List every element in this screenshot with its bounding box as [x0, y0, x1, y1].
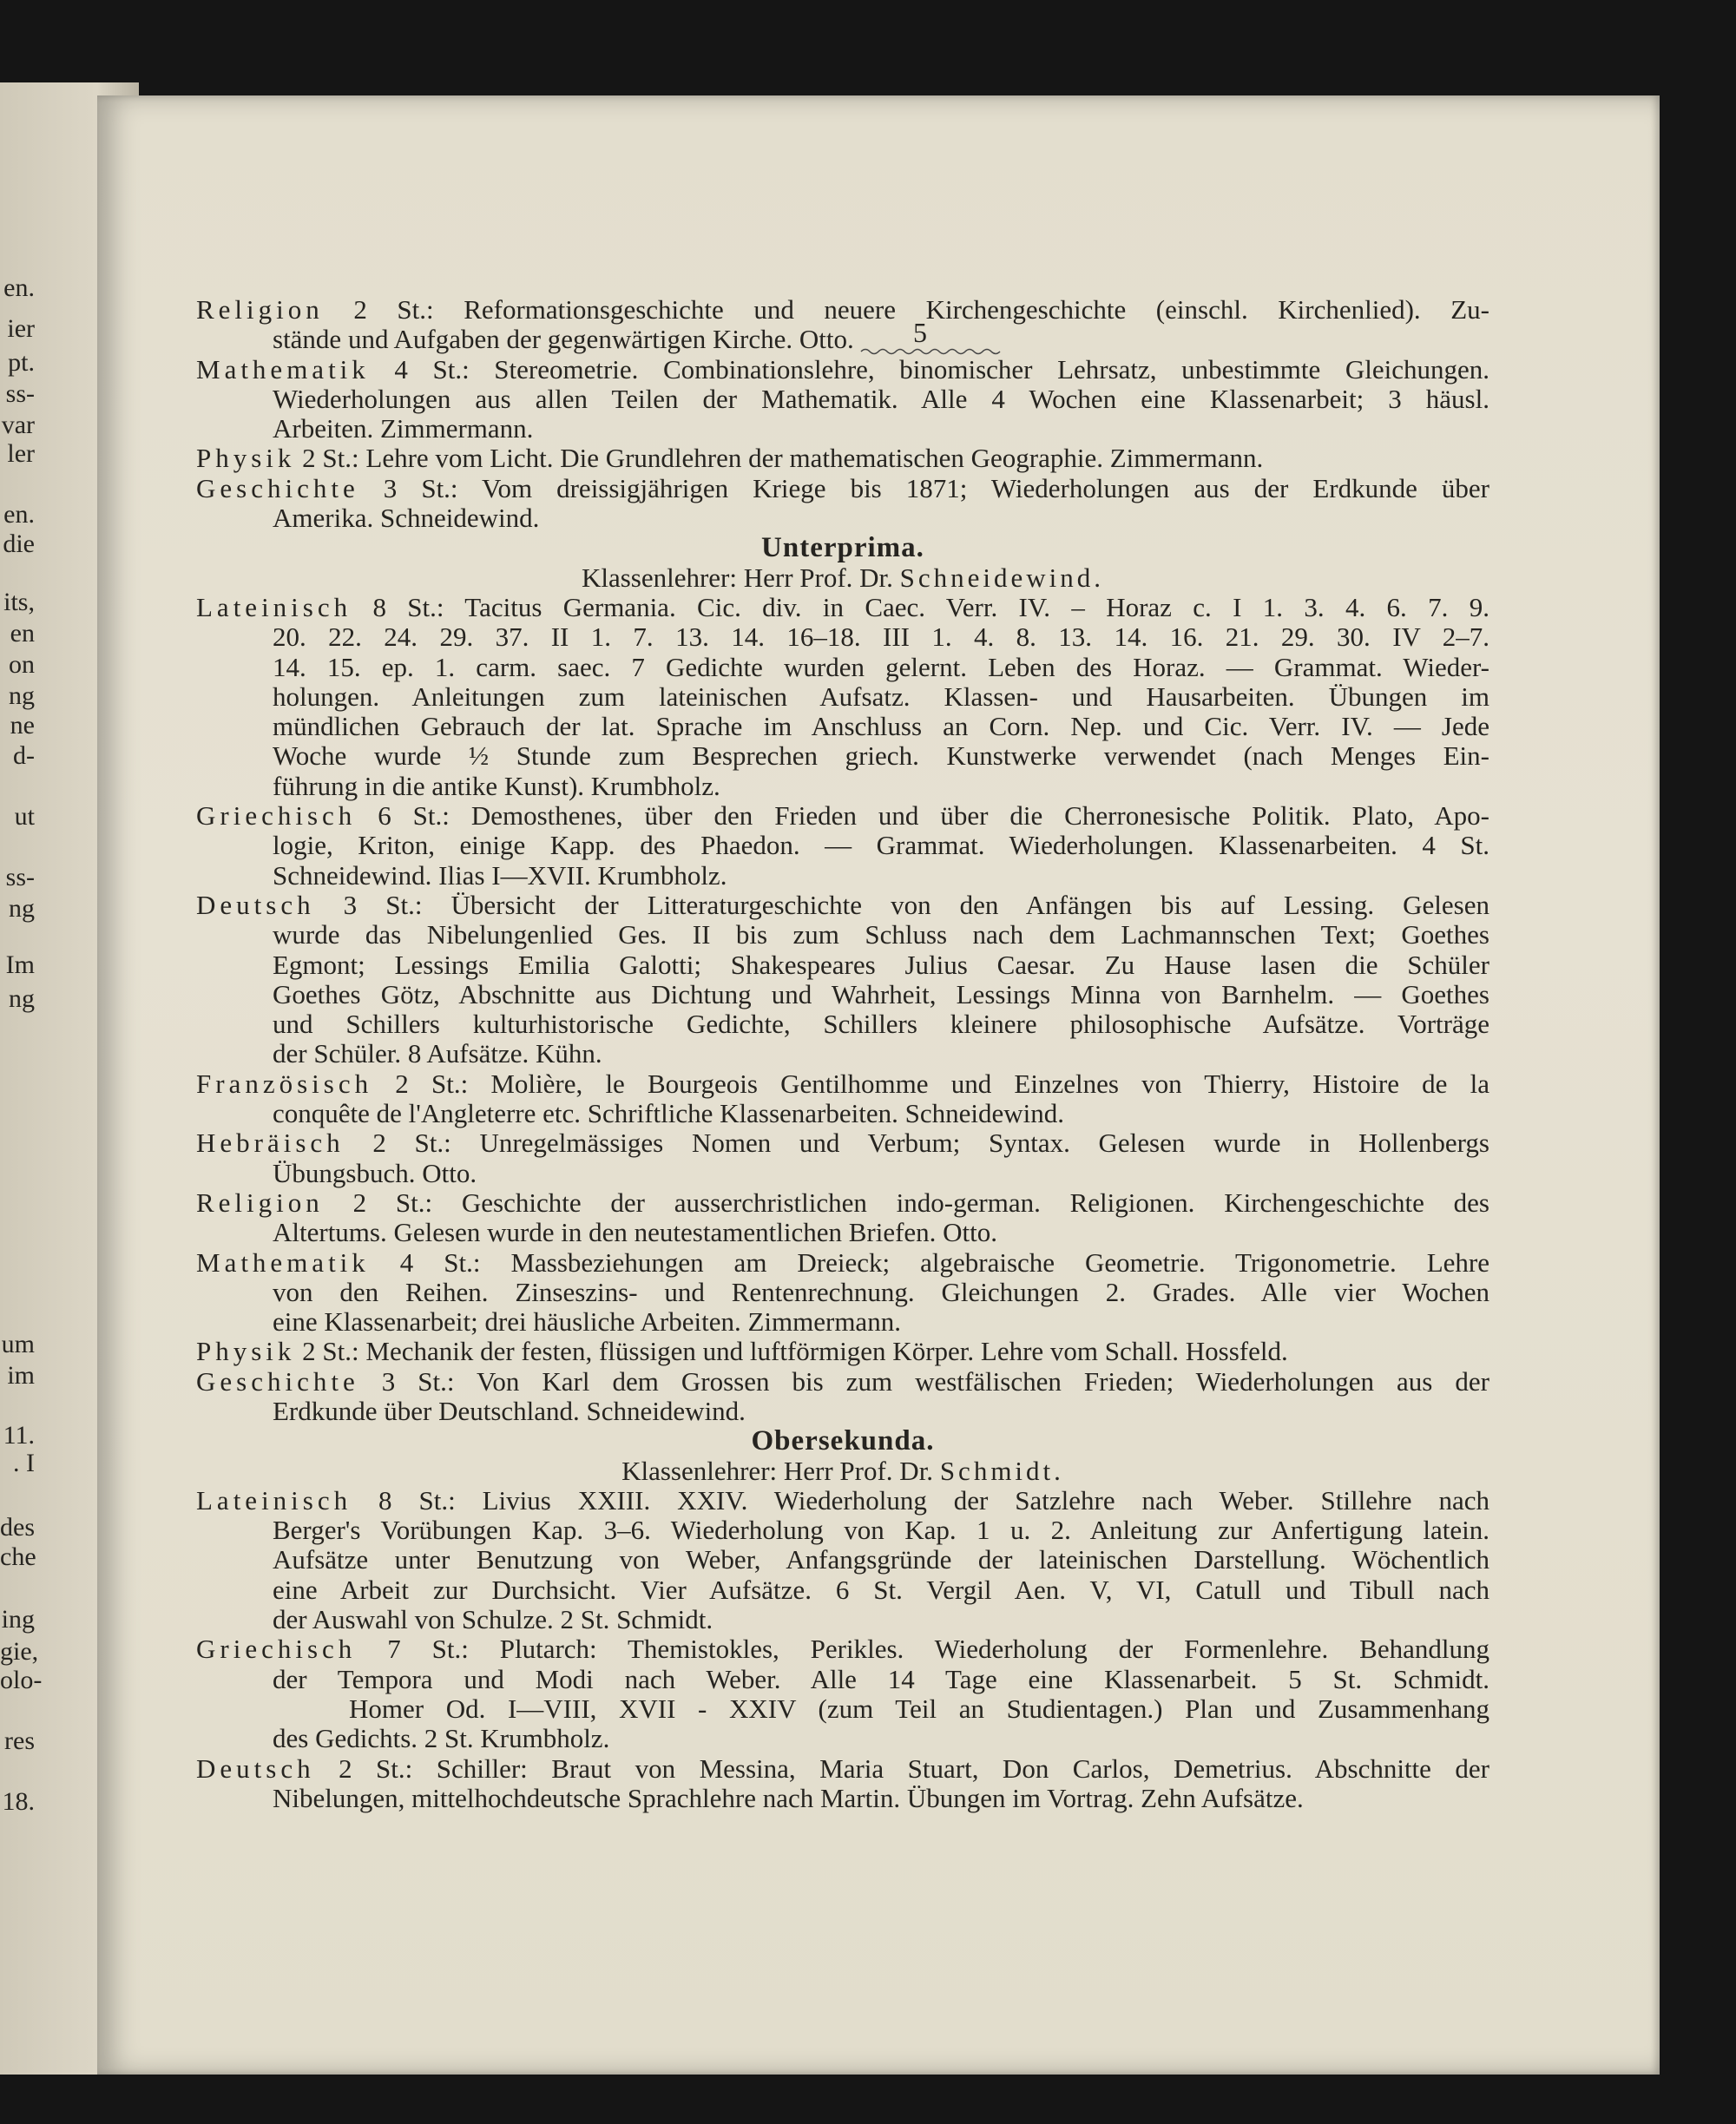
adjacent-page-fragment: die: [3, 529, 35, 559]
page-number: 5: [913, 317, 927, 348]
subject-label: Griechisch: [196, 1634, 357, 1665]
section: [196, 295, 1489, 533]
adjacent-page-fragment: ng: [9, 681, 35, 710]
entry-first-line: [196, 444, 1489, 473]
section-heading: Obersekunda.: [751, 1425, 935, 1457]
entry-text: 2 St.: Schiller: Braut von Messina, Maria Stuart, Don Carlos, Demetrius. Abschnitte der: [314, 1752, 1489, 1784]
entry-text: 4 St.: Massbeziehungen am Dreieck; algebraische Geometrie. Trigonometrie. Lehre: [369, 1246, 1489, 1278]
entry-continuation-line: des Gedichts. 2 St. Krumbholz.: [273, 1723, 610, 1754]
adjacent-page-fragment: its,: [3, 588, 35, 617]
entry-continuation-line: logie, Kriton, einige Kapp. des Phaedon. — Grammat. Wiederholungen. Klassenarbeiten. 4 St.: [273, 830, 1489, 861]
entry-continuation-line: Goethes Götz, Abschnitte aus Dichtung und Wahrheit, Lessings Minna von Barnhelm. — Goethes: [273, 978, 1489, 1009]
entry-text: 4 St.: Stereometrie. Combinationslehre, binomischer Lehrsatz, unbestimmte Gleichungen.: [369, 353, 1489, 385]
entry-continuation-line: der Schüler. 8 Aufsätze. Kühn.: [273, 1038, 602, 1069]
adjacent-page-fragment: on: [9, 650, 35, 680]
adjacent-page-fragment: ne: [10, 711, 35, 740]
subject-label: Deutsch: [196, 1752, 315, 1784]
adjacent-page-fragment: ier: [7, 314, 35, 344]
subject-entry: [196, 1754, 1489, 1814]
subject-entry: [196, 474, 1489, 534]
subject-entry: [196, 593, 1489, 801]
entry-first-line: [196, 1069, 1489, 1099]
adjacent-page-fragment: ing: [1, 1604, 35, 1634]
subject-entry: [196, 295, 1489, 355]
entry-continuation-line: Berger's Vorübungen Kap. 3–6. Wiederholung von Kap. 1 u. 2. Anleitung zur Anfertigung latein.: [273, 1515, 1489, 1546]
entry-first-line: [196, 1486, 1489, 1516]
entry-text: 2 St.: Lehre vom Licht. Die Grundlehren der mathematischen Geographie. Zimmermann.: [295, 443, 1264, 474]
teacher-prefix: Klassenlehrer: Herr Prof. Dr.: [621, 1455, 940, 1486]
teacher-name: Schmidt.: [939, 1455, 1064, 1486]
entry-continuation-line: Erdkunde über Deutschland. Schneidewind.: [273, 1395, 746, 1426]
adjacent-page-fragment: Im: [5, 950, 35, 980]
subject-label: Religion: [196, 1187, 324, 1218]
entry-first-line: [196, 355, 1489, 385]
entry-continuation-line: mündlichen Gebrauch der lat. Sprache im Anschluss an Corn. Nep. und Cic. Verr. IV. — Jede: [273, 711, 1489, 742]
entry-continuation-line: Übungsbuch. Otto.: [273, 1157, 477, 1188]
entry-text: 3 St.: Übersicht der Litteraturgeschichte von den Anfängen bis auf Lessing. Gelesen: [314, 889, 1489, 920]
subject-entry: [196, 1634, 1489, 1753]
entry-continuation-line: Woche wurde ½ Stunde zum Besprechen griech. Kunstwerke verwendet (nach Menges Ein-: [273, 740, 1489, 772]
adjacent-page-fragment: olo-: [0, 1666, 43, 1695]
adjacent-page-fragment: pt.: [8, 348, 35, 378]
entry-text: 7 St.: Plutarch: Themistokles, Perikles. Wiederholung der Formenlehre. Behandlung: [356, 1634, 1489, 1665]
entry-continuation-line: stände und Aufgaben der gegenwärtigen Kirche. Otto.: [273, 324, 854, 355]
entry-first-line: [196, 1634, 1489, 1664]
subject-label: Physik: [196, 1336, 296, 1367]
subject-label: Mathematik: [196, 353, 370, 385]
entry-continuation-line: 14. 15. ep. 1. carm. saec. 7 Gedichte wurden gelernt. Leben des Horaz. — Grammat. Wieder-: [273, 651, 1489, 682]
entry-continuation-line: Arbeiten. Zimmermann.: [273, 413, 534, 444]
entry-continuation-line: Nibelungen, mittelhochdeutsche Sprachlehre nach Martin. Übungen im Vortrag. Zehn Aufsätze.: [273, 1782, 1304, 1813]
subject-label: Geschichte: [196, 1365, 359, 1397]
subject-entry: [196, 1188, 1489, 1248]
subject-label: Griechisch: [196, 800, 357, 832]
subject-entry: [196, 1486, 1489, 1634]
adjacent-page-fragment: ng: [9, 984, 35, 1014]
entry-first-line: [196, 1754, 1489, 1784]
entry-text: 2 St.: Unregelmässiges Nomen und Verbum; Syntax. Gelesen wurde in Hollenbergs: [344, 1128, 1489, 1159]
entry-first-line: [196, 1337, 1489, 1366]
teacher-prefix: Klassenlehrer: Herr Prof. Dr.: [581, 562, 900, 593]
entry-continuation-line: eine Klassenarbeit; drei häusliche Arbeiten. Zimmermann.: [273, 1306, 901, 1338]
subject-entry: [196, 1337, 1489, 1366]
adjacent-page-fragment: res: [4, 1726, 35, 1756]
adjacent-page-fragment: d-: [13, 740, 35, 770]
section: [196, 533, 1489, 1426]
entry-continuation-line: Schneidewind. Ilias I—XVII. Krumbholz.: [273, 859, 727, 891]
entry-text: 2 St.: Geschichte der ausserchristlichen indo-german. Religionen. Kirchengeschichte des: [323, 1187, 1489, 1218]
subject-label: Lateinisch: [196, 591, 352, 622]
entry-text: 8 St.: Tacitus Germania. Cic. div. in Caec. Verr. IV. – Horaz c. I 1. 3. 4. 6. 7. 9.: [352, 591, 1489, 622]
adjacent-page-fragment: 18.: [2, 1787, 35, 1817]
entry-continuation-line: der Tempora und Modi nach Weber. Alle 14 Tage eine Klassenarbeit. 5 St. Schmidt.: [273, 1663, 1489, 1694]
adjacent-page-fragment: 11.: [3, 1420, 35, 1450]
entry-continuation-line: Altertums. Gelesen wurde in den neutestamentlichen Briefen. Otto.: [273, 1217, 998, 1248]
entry-continuation-line: eine Arbeit zur Durchsicht. Vier Aufsätze. 6 St. Vergil Aen. V, VI, Catull und Tibull nach: [273, 1574, 1489, 1605]
teacher-name: Schneidewind.: [899, 562, 1105, 593]
entry-first-line: [196, 1128, 1489, 1158]
entry-text: 2 St.: Molière, le Bourgeois Gentilhomme und Einzelnes von Thierry, Histoire de la: [372, 1068, 1489, 1099]
adjacent-page-fragment: en.: [3, 499, 35, 529]
entry-sub-line: Homer Od. I—VIII, XVII - XXIV (zum Teil an Studientagen.) Plan und Zusammenhang: [349, 1693, 1489, 1724]
subject-entry: [196, 1128, 1489, 1188]
subject-entry: [196, 1367, 1489, 1427]
subject-label: Deutsch: [196, 889, 315, 920]
entry-first-line: [196, 474, 1489, 503]
entry-continuation-line: 20. 22. 24. 29. 37. II 1. 7. 13. 14. 16–18. III 1. 4. 8. 13. 14. 16. 21. 29. 30. IV 2–7.: [273, 621, 1489, 653]
entry-continuation-line: führung in die antike Kunst). Krumbholz.: [273, 770, 720, 801]
adjacent-page-fragment: ler: [7, 438, 35, 468]
entry-continuation-line: Amerika. Schneidewind.: [273, 503, 540, 534]
curriculum-text: [196, 295, 1489, 1813]
entry-first-line: [196, 891, 1489, 920]
section: [196, 1426, 1489, 1813]
adjacent-page-fragment: gie,: [0, 1637, 39, 1667]
adjacent-page-fragment: var: [1, 410, 35, 439]
subject-label: Hebräisch: [196, 1128, 345, 1159]
entry-continuation-line: Wiederholungen aus allen Teilen der Mathematik. Alle 4 Wochen eine Klassenarbeit; 3 häusl.: [273, 383, 1489, 414]
entry-text: 3 St.: Vom dreissigjährigen Kriege bis 1871; Wiederholungen aus der Erdkunde über: [358, 472, 1489, 503]
class-teacher-line: [196, 1457, 1489, 1486]
entry-continuation-line: und Schillers kulturhistorische Gedichte, Schillers kleinere philosophische Aufsätze. Vorträge: [273, 1009, 1489, 1040]
subject-label: Religion: [196, 294, 324, 325]
adjacent-page-fragment: en.: [3, 273, 35, 303]
subject-label: Physik: [196, 443, 296, 474]
entry-first-line: [196, 295, 1489, 325]
adjacent-page-fragment: des: [0, 1512, 35, 1542]
entry-continuation-line: Aufsätze unter Benutzung von Weber, Anfangsgründe der lateinischen Darstellung. Wöchentlich: [273, 1544, 1489, 1575]
entry-first-line: [196, 1188, 1489, 1218]
subject-entry: [196, 1069, 1489, 1129]
entry-first-line: [196, 1367, 1489, 1397]
entry-first-line: [196, 801, 1489, 831]
adjacent-page-fragment: ng: [9, 893, 35, 923]
subject-label: Geschichte: [196, 472, 359, 503]
class-teacher-line: [196, 563, 1489, 593]
entry-continuation-line: conquête de l'Angleterre etc. Schriftliche Klassenarbeiten. Schneidewind.: [273, 1098, 1064, 1129]
entry-text: 8 St.: Livius XXIII. XXIV. Wiederholung der Satzlehre nach Weber. Stillehre nach: [352, 1484, 1489, 1516]
entry-text: 6 St.: Demosthenes, über den Frieden und über die Cherronesische Politik. Plato, Apo-: [356, 800, 1489, 832]
entry-continuation-line: der Auswahl von Schulze. 2 St. Schmidt.: [273, 1604, 713, 1635]
entry-first-line: [196, 1248, 1489, 1278]
subject-entry: [196, 1248, 1489, 1338]
subject-label: Lateinisch: [196, 1484, 352, 1516]
entry-continuation-line: Egmont; Lessings Emilia Galotti; Shakespeares Julius Caesar. Zu Hause lasen die Schüler: [273, 949, 1489, 980]
entry-text: 2 St.: Reformationsgeschichte und neuere Kirchengeschichte (einschl. Kirchenlied). Zu-: [323, 294, 1489, 325]
entry-continuation-line: holungen. Anleitungen zum lateinischen Aufsatz. Klassen- und Hausarbeiten. Übungen im: [273, 681, 1489, 712]
adjacent-page-fragment: ss-: [5, 379, 35, 409]
subject-entry: [196, 444, 1489, 473]
adjacent-page-fragment: . I: [13, 1449, 35, 1478]
subject-entry: [196, 355, 1489, 444]
subject-entry: [196, 891, 1489, 1069]
adjacent-page-fragment: ss-: [5, 863, 35, 891]
adjacent-page-fragment: im: [7, 1361, 35, 1391]
adjacent-page-fragment: um: [1, 1330, 35, 1359]
entry-continuation-line: wurde das Nibelungenlied Ges. II bis zum Schluss nach dem Lachmannschen Text; Goethes: [273, 919, 1489, 950]
adjacent-page-fragment: che: [0, 1542, 36, 1572]
adjacent-page-fragment: ut: [14, 801, 35, 831]
entry-text: 2 St.: Mechanik der festen, flüssigen und luftförmigen Körper. Lehre vom Schall. Hossfeld.: [295, 1336, 1288, 1367]
subject-label: Französisch: [196, 1068, 373, 1099]
subject-label: Mathematik: [196, 1246, 370, 1278]
entry-first-line: [196, 593, 1489, 622]
adjacent-page-fragment: en: [10, 619, 35, 648]
entry-continuation-line: von den Reihen. Zinseszins- und Rentenrechnung. Gleichungen 2. Grades. Alle vier Wochen: [273, 1276, 1489, 1307]
subject-entry: [196, 801, 1489, 891]
section-heading: Unterprima.: [761, 532, 924, 564]
entry-text: 3 St.: Von Karl dem Grossen bis zum westfälischen Frieden; Wiederholungen aus der: [358, 1365, 1489, 1397]
